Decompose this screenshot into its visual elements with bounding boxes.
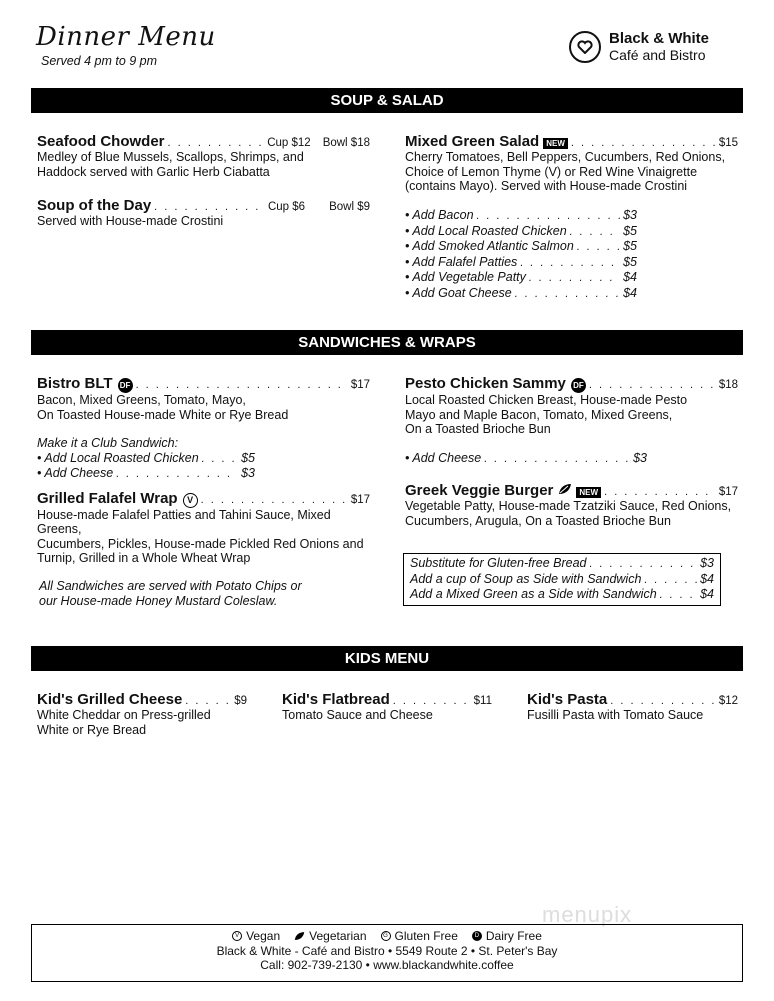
section-sandwiches-wraps: SANDWICHES & WRAPS [31, 330, 743, 355]
menu-item-pesto-chicken-sammy [405, 375, 738, 466]
sub-price: $4 [700, 587, 714, 601]
served-hours: Served 4 pm to 9 pm [41, 54, 158, 68]
addon-row [405, 255, 637, 271]
sub-price: $4 [700, 571, 714, 586]
addon-label: • Add Cheese [37, 466, 114, 480]
item-price: $17 [350, 494, 370, 506]
note-line: our House-made Honey Mustard Coleslaw. [39, 593, 278, 608]
club-intro: Make it a Club Sandwich: [37, 436, 179, 450]
vegan-icon: V [183, 493, 198, 508]
item-desc: On Toasted House-made White or Rye Bread [37, 407, 289, 422]
addon-label: • Add Bacon [405, 208, 474, 222]
addon-price: $5 [623, 223, 637, 238]
menu-item-seafood-chowder [37, 133, 370, 179]
item-price: $11 [473, 695, 492, 707]
item-desc: Vegetable Patty, House-made Tzatziki Sauce, Red Onions, [405, 499, 732, 513]
addon-price: $4 [623, 270, 637, 284]
item-name: Soup of the Day [37, 197, 152, 214]
item-name: Grilled Falafel Wrap [37, 490, 178, 507]
sub-price: $3 [700, 556, 714, 570]
addon-label: • Add Local Roasted Chicken [405, 223, 567, 238]
addon-label: • Add Vegetable Patty [405, 270, 526, 284]
item-desc: Cherry Tomatoes, Bell Peppers, Cucumbers, Red Onions, [405, 150, 726, 164]
legend-vegan: Vegan [246, 929, 281, 943]
item-desc: House-made Falafel Patties and Tahini Sauce, Mixed Greens, [37, 507, 331, 536]
addon-price: $4 [623, 285, 637, 300]
item-desc: Medley of Blue Mussels, Scallops, Shrimps, and [37, 150, 304, 164]
substitutions-box [403, 553, 721, 606]
section-soup-salad: SOUP & SALAD [31, 88, 743, 113]
sub-row [410, 587, 714, 603]
sub-row [410, 572, 714, 588]
logo [569, 30, 709, 63]
addon-price: $5 [623, 239, 637, 253]
sub-label: Substitute for Gluten-free Bread [410, 556, 587, 570]
club-sandwich-addons [37, 436, 255, 482]
sub-label: Add a cup of Soup as Side with Sandwich [410, 571, 642, 586]
addon-row [405, 270, 637, 286]
item-price: $9 [234, 695, 247, 707]
item-desc: (contains Mayo). Served with House-made Crostini [405, 179, 688, 193]
item-name: Bistro BLT [37, 375, 113, 392]
item-desc: Bacon, Mixed Greens, Tomato, Mayo, [37, 393, 246, 407]
item-price-bowl: Bowl $9 [329, 201, 370, 213]
item-price: $15 [718, 137, 738, 149]
addon-row [37, 466, 255, 482]
addon-price: $3 [241, 466, 255, 480]
item-desc: Served with House-made Crostini [37, 214, 224, 228]
addon-label: • Add Local Roasted Chicken [37, 450, 199, 465]
item-desc: Cucumbers, Arugula, On a Toasted Brioche Bun [405, 513, 671, 528]
menu-item-greek-veggie-burger [405, 482, 738, 528]
dairy-free-icon: DF [571, 378, 586, 393]
vegetarian-leaf-icon [558, 483, 572, 498]
dairy-free-icon: D [472, 931, 482, 941]
item-desc: On a Toasted Brioche Bun [405, 422, 551, 436]
menu-item-kids-grilled-cheese [37, 691, 247, 737]
new-badge: NEW [576, 487, 601, 498]
item-price-cup: Cup $6 [267, 201, 306, 213]
item-price: $17 [718, 486, 738, 498]
item-desc: White Cheddar on Press-grilled [37, 708, 211, 722]
vegan-icon: V [232, 931, 242, 941]
addon-row [405, 286, 637, 302]
watermark: menupix [542, 902, 633, 927]
addon-label: • Add Smoked Atlantic Salmon [405, 239, 574, 253]
sub-label: Add a Mixed Green as a Side with Sandwich [410, 587, 657, 601]
footer-contact: Call: 902-739-2130 • www.blackandwhite.coffee [260, 958, 514, 972]
dairy-free-icon: DF [118, 378, 133, 393]
addon-price: $3 [633, 450, 647, 465]
item-desc: Tomato Sauce and Cheese [282, 708, 433, 722]
menu-item-kids-pasta [527, 691, 738, 723]
gluten-free-icon: G [381, 931, 391, 941]
item-name: Kid's Grilled Cheese [37, 691, 183, 708]
legend-vegetarian: Vegetarian [309, 929, 367, 943]
heart-cup-icon [569, 31, 601, 63]
addon-row [405, 239, 637, 255]
section-kids-menu: KIDS MENU [31, 646, 743, 671]
item-name: Kid's Pasta [527, 691, 608, 708]
menu-title: Dinner Menu [36, 22, 216, 52]
sandwich-note [39, 579, 339, 608]
addon-price: $5 [623, 254, 637, 269]
dietary-legend [32, 929, 742, 944]
legend-dairy-free: Dairy Free [485, 929, 542, 943]
legend-gluten-free: Gluten Free [394, 929, 458, 943]
menu-item-soup-of-the-day [37, 197, 370, 229]
item-desc: White or Rye Bread [37, 722, 147, 737]
item-name: Pesto Chicken Sammy [405, 375, 566, 392]
addon-row [405, 208, 637, 224]
addon-price: $3 [623, 208, 637, 222]
logo-name: Black & White [609, 30, 710, 47]
item-price: $18 [718, 379, 738, 391]
item-desc: Cucumbers, Pickles, House-made Pickled Red Onions and [37, 536, 364, 551]
item-price: $12 [718, 695, 738, 707]
salad-addons [405, 208, 637, 301]
item-desc: Turnip, Grilled in a Whole Wheat Wrap [37, 551, 251, 565]
item-price-bowl: Bowl $18 [322, 137, 370, 149]
addon-label: • Add Goat Cheese [405, 285, 512, 300]
menu-item-bistro-blt [37, 375, 370, 422]
menu-item-kids-flatbread [282, 691, 492, 723]
addon-price: $5 [241, 450, 255, 465]
addon-row [405, 451, 647, 467]
item-desc: Mayo and Maple Bacon, Tomato, Mixed Greens, [405, 407, 673, 422]
footer-address: Black & White - Café and Bistro • 5549 Route 2 • St. Peter's Bay [216, 943, 558, 958]
menu-item-grilled-falafel-wrap [37, 490, 370, 566]
footer [31, 924, 743, 982]
item-name: Mixed Green Salad [405, 133, 540, 150]
addon-row [37, 451, 255, 467]
item-name: Greek Veggie Burger [405, 482, 554, 499]
addon-label: • Add Cheese [405, 450, 482, 465]
logo-subtitle: Café and Bistro [609, 47, 706, 63]
item-desc: Choice of Lemon Thyme (V) or Red Wine Vinaigrette [405, 164, 698, 179]
item-price: $17 [350, 379, 370, 391]
new-badge: NEW [543, 138, 568, 149]
addon-label: • Add Falafel Patties [405, 254, 518, 269]
vegetarian-leaf-icon [294, 931, 305, 941]
sub-row [410, 556, 714, 572]
item-desc: Haddock served with Garlic Herb Ciabatta [37, 164, 270, 179]
item-desc: Local Roasted Chicken Breast, House-made Pesto [405, 393, 688, 407]
item-desc: Fusilli Pasta with Tomato Sauce [527, 708, 704, 722]
item-price-cup: Cup $12 [267, 137, 311, 149]
menu-item-mixed-green-salad [405, 133, 738, 194]
addon-row [405, 224, 637, 240]
item-name: Seafood Chowder [37, 133, 165, 150]
note-line: All Sandwiches are served with Potato Chips or [39, 579, 302, 593]
item-name: Kid's Flatbread [282, 691, 390, 708]
